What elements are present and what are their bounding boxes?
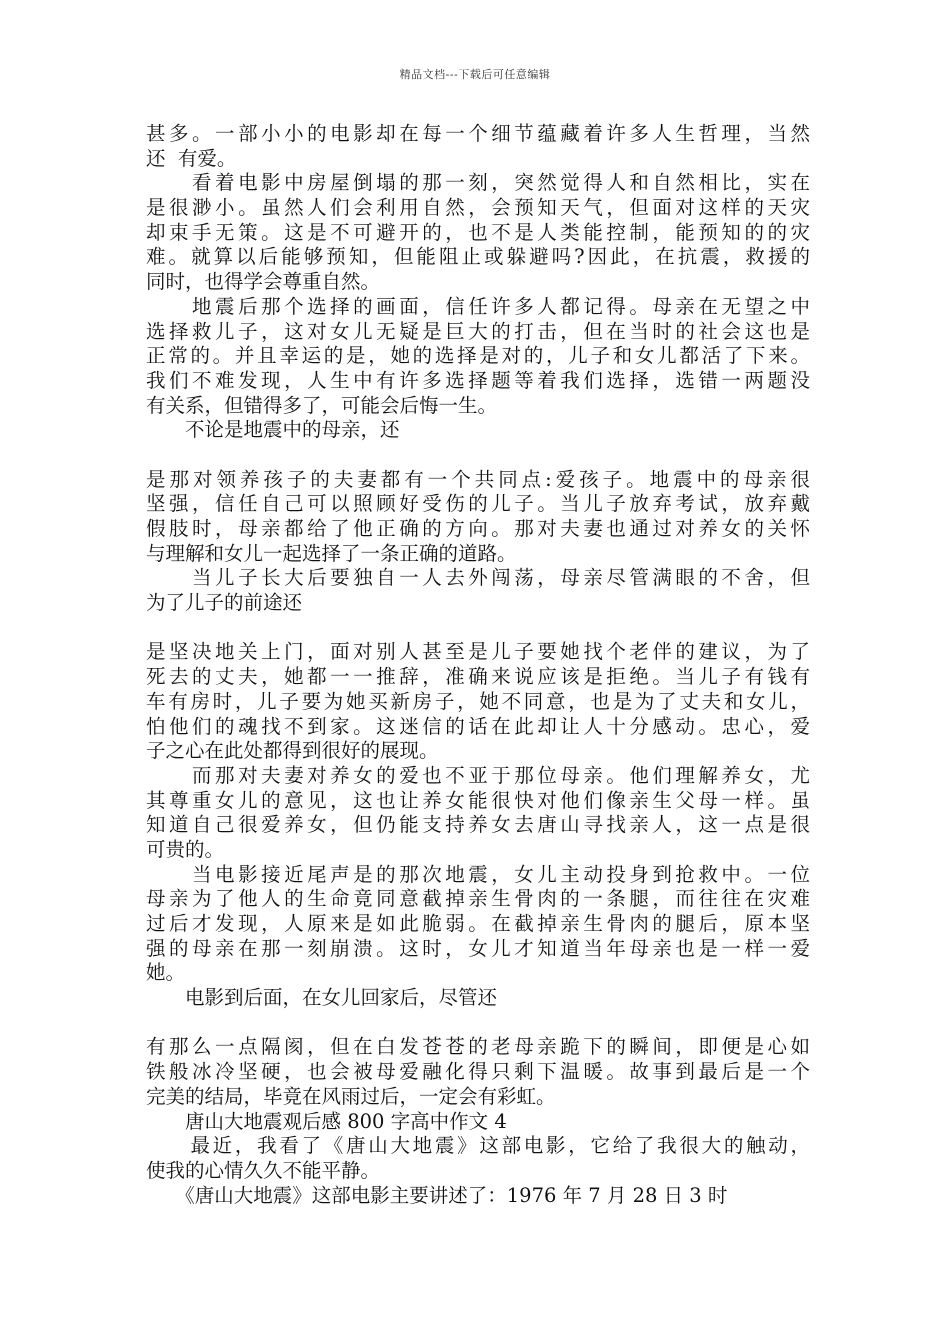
- text-line: 地震后那个选择的画面，信任许多人都记得。母亲在无望之中: [146, 294, 810, 318]
- text-line: 有关系，但错得多了，可能会后悔一生。: [146, 393, 498, 417]
- text-line: 其尊重女儿的意见，这也让养女能很快对他们像亲生父母一样。虽: [146, 788, 810, 812]
- text-line: 可贵的。: [146, 837, 225, 861]
- blank-line: [146, 1011, 810, 1036]
- text-line: 过后才发现，人原来是如此脆弱。在截掉亲生骨肉的腿后，原本坚: [146, 912, 810, 935]
- text-line: 却束手无策。这是不可避开的，也不是人类能控制，能预知的的灾: [146, 220, 810, 244]
- text-line: 甚多。一部小小的电影却在每一个细节蕴藏着许多人生哲理，当然: [146, 122, 810, 145]
- text-line: 当电影接近尾声是的那次地震，女儿主动投身到抢救中。一位: [146, 862, 810, 886]
- text-line: 为了儿子的前途还: [146, 591, 303, 615]
- text-line: 强的母亲在那一刻崩溃。这时，女儿才知道当年母亲也是一样一爱: [146, 936, 810, 960]
- text-line: 假肢时，母亲都给了他正确的方向。那对夫妻也通过对养女的关怀: [146, 517, 810, 540]
- text-line: 铁般冰冷坚硬，也会被母爱融化得只剩下温暖。故事到最后是一个: [146, 1060, 810, 1084]
- text-line: 怕他们的魂找不到家。这迷信的话在此却让人十分感动。忠心，爱: [146, 714, 810, 738]
- text-line: 看着电影中房屋倒塌的那一刻，突然觉得人和自然相比，实在: [146, 171, 810, 195]
- text-line: 而那对夫妻对养女的爱也不亚于那位母亲。他们理解养女，尤: [146, 763, 810, 787]
- text-line: 子之心在此处都得到很好的展现。: [146, 739, 439, 763]
- text-line: 选择救儿子，这对女儿无疑是巨大的打击，但在当时的社会这也是: [146, 319, 810, 343]
- text-line: 坚强，信任自己可以照顾好受伤的儿子。当儿子放弃考试，放弃戴: [146, 492, 810, 516]
- blank-line: [146, 616, 810, 641]
- text-line: 使我的心情久久不能平静。: [146, 1158, 381, 1182]
- text-line: 死去的丈夫，她都一一推辞，准确来说应该是拒绝。当儿子有钱有: [146, 665, 810, 689]
- text-line: 当儿子长大后要独自一人去外闯荡，母亲尽管满眼的不舍，但: [146, 566, 810, 590]
- text-line: 是那对领养孩子的夫妻都有一个共同点:爱孩子。地震中的母亲很: [146, 467, 810, 491]
- text-line: 正常的。并且幸运的是，她的选择是对的，儿子和女儿都活了下来。: [146, 344, 810, 368]
- page-header: 精品文档---下载后可任意编辑: [399, 68, 551, 81]
- text-line: 与理解和女儿一起选择了一条正确的道路。: [146, 541, 517, 565]
- text-line: 唐山大地震观后感 800 字高中作文 4: [146, 1109, 507, 1133]
- text-line: 还 有爱。: [146, 146, 237, 170]
- text-line: 最近，我看了《唐山大地震》这部电影，它给了我很大的触动，: [146, 1134, 810, 1158]
- text-line: 是坚决地关上门，面对别人甚至是儿子要她找个老伴的建议，为了: [146, 640, 810, 664]
- text-line: 知道自己很爱养女，但仍能支持养女去唐山寻找亲人，这一点是很: [146, 813, 810, 837]
- text-line: 电影到后面，在女儿回家后，尽管还: [146, 986, 498, 1010]
- text-line: 完美的结局，毕竟在风雨过后，一定会有彩虹。: [146, 1084, 556, 1108]
- text-line: 母亲为了他人的生命竟同意截掉亲生骨肉的一条腿，而往往在灾难: [146, 887, 810, 911]
- text-line: 同时，也得学会尊重自然。: [146, 270, 381, 294]
- text-line: 《唐山大地震》这部电影主要讲述了：1976 年 7 月 28 日 3 时: [146, 1183, 728, 1207]
- document-body: [146, 122, 810, 1208]
- text-line: 有那么一点隔阂，但在白发苍苍的老母亲跪下的瞬间，即便是心如: [146, 1035, 810, 1059]
- text-line: 难。就算以后能够预知，但能阻止或躲避吗?因此，在抗震，救援的: [146, 245, 810, 269]
- text-line: 她。: [146, 961, 186, 985]
- text-line: 不论是地震中的母亲，还: [146, 418, 400, 442]
- text-line: 我们不难发现，人生中有许多选择题等着我们选择，选错一两题没: [146, 368, 810, 392]
- text-line: 车有房时，儿子要为她买新房子，她不同意，也是为了丈夫和女儿，: [146, 689, 810, 713]
- blank-line: [146, 443, 810, 468]
- text-line: 是很渺小。虽然人们会利用自然，会预知天气，但面对这样的天灾: [146, 196, 810, 220]
